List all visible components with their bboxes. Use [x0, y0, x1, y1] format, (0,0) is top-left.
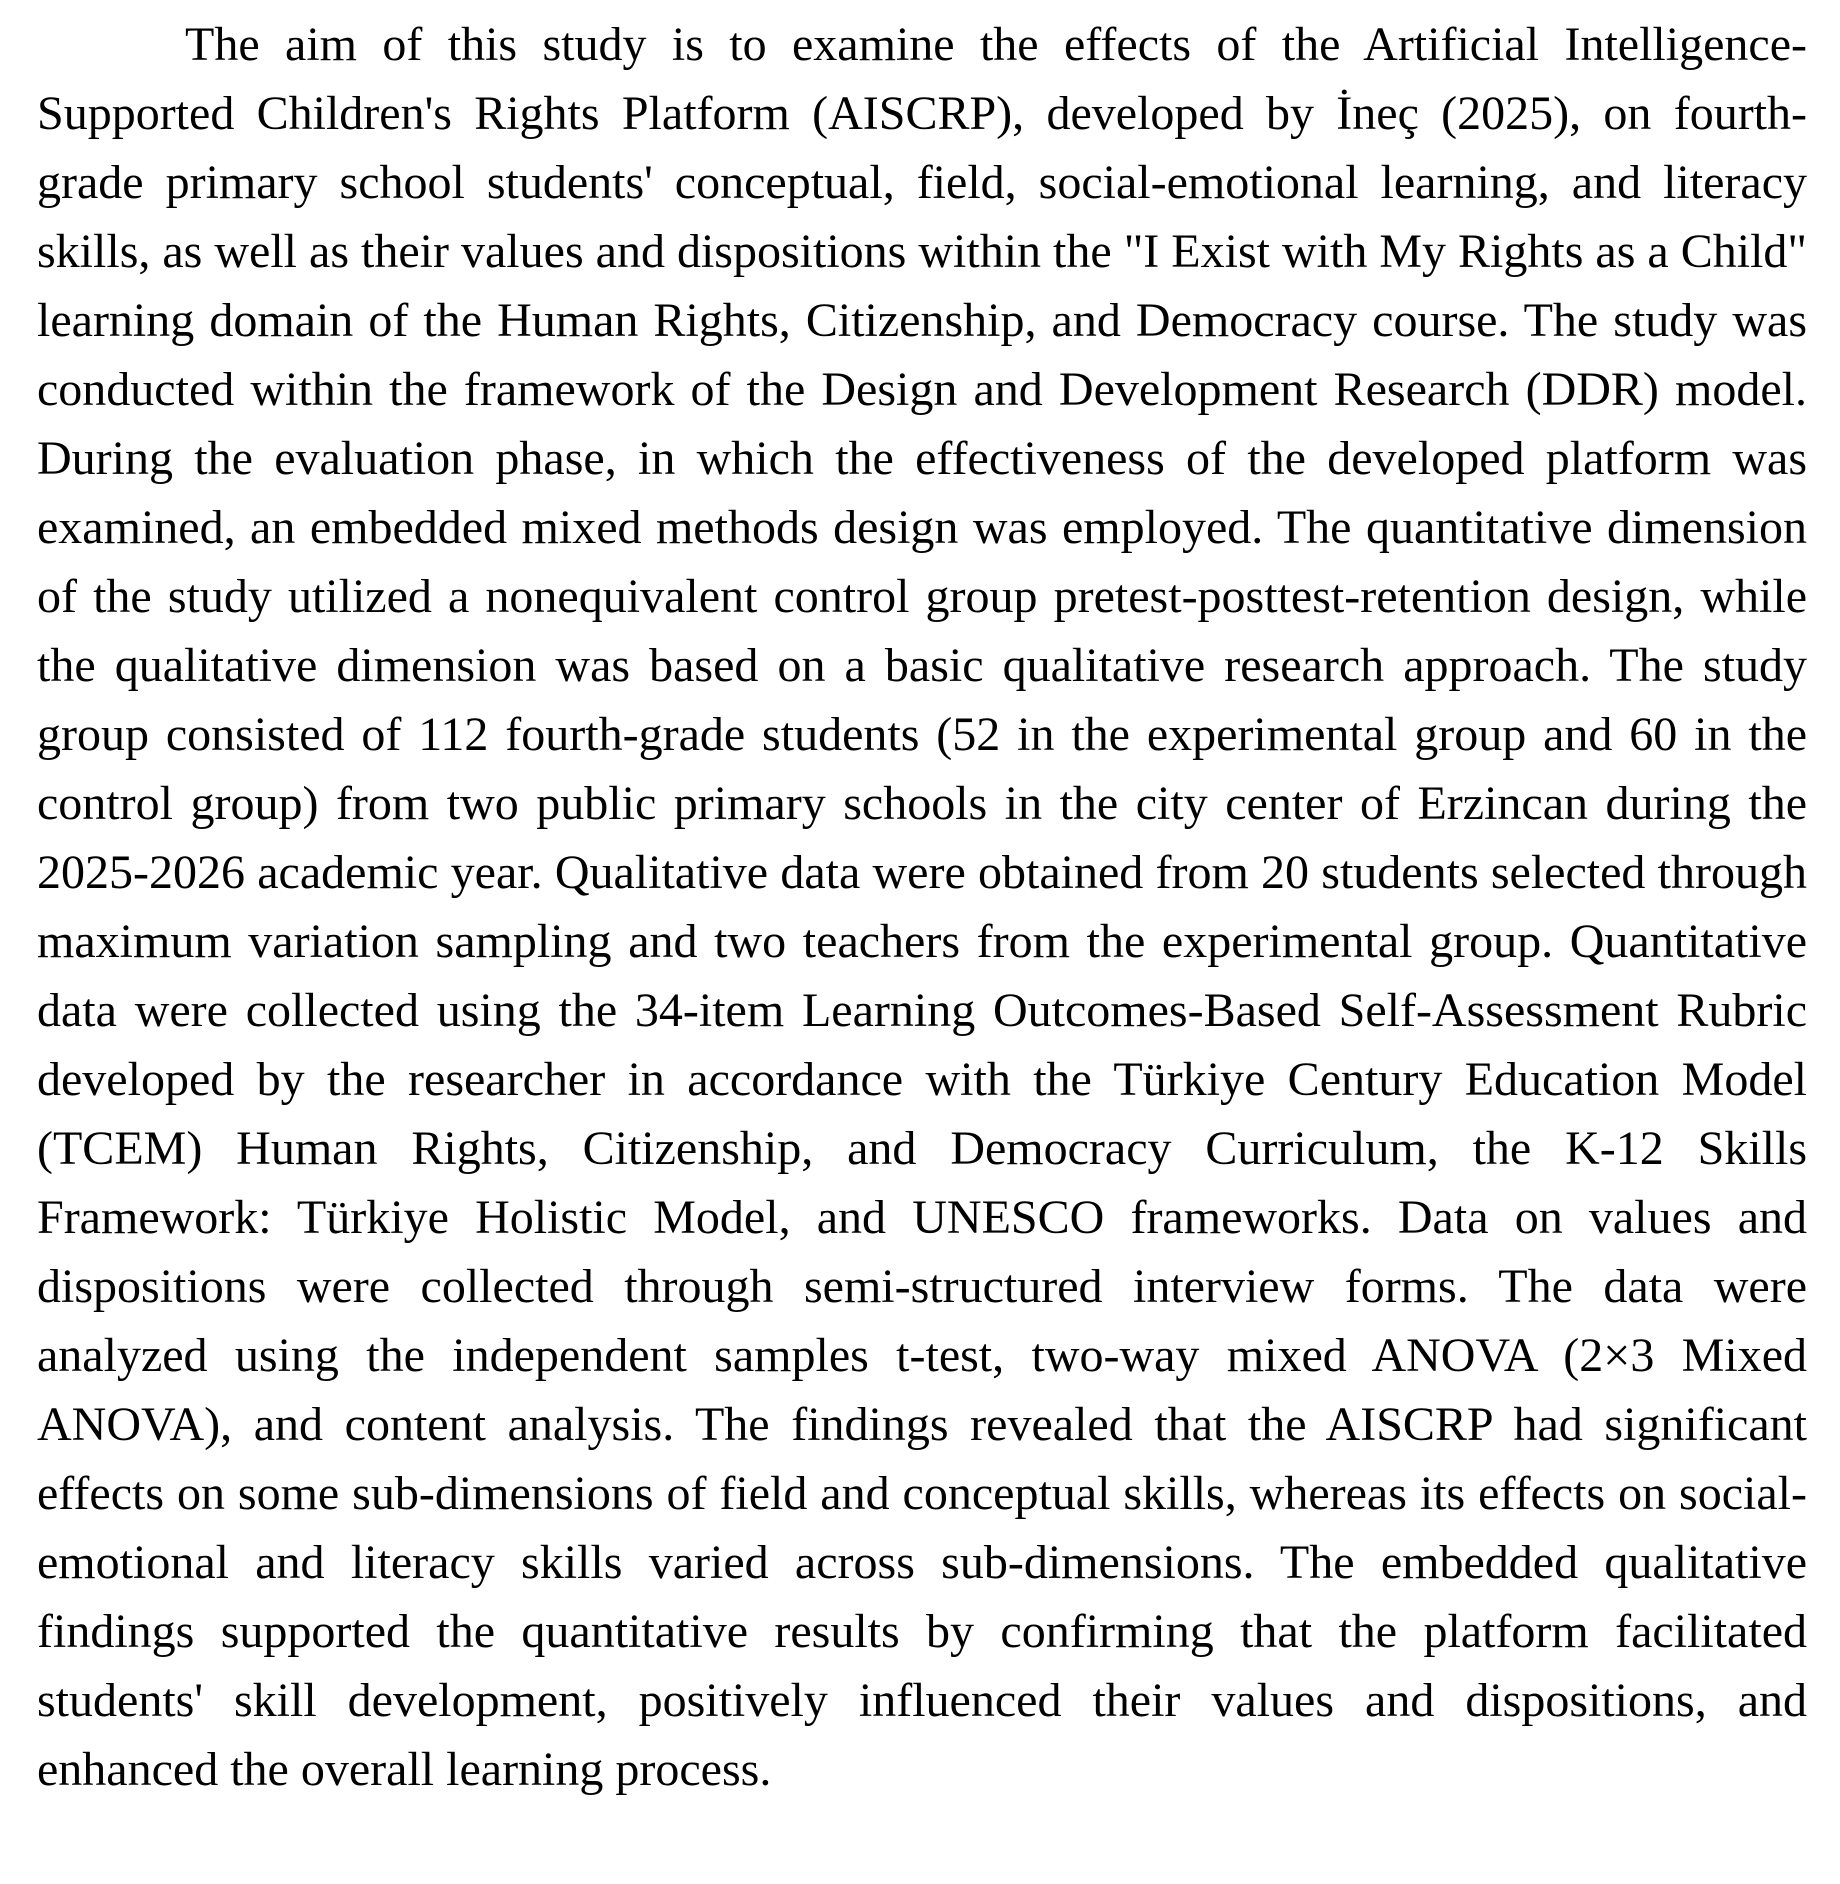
- abstract-paragraph: The aim of this study is to examine the effects of the Artificial Intelligence-Supported Children's Rights Platform (AISCRP), developed by İneç (2025), on fourth-grade primary school students' conceptual, field, social-emotional learning, and literacy skills, as well as their values and dispositions within the "I Exist with My Rights as a Child" learning domain of the Human Rights, Citizenship, and Democracy course. The study was conducted within the framework of the Design and Development Research (DDR) model. During the evaluation phase, in which the effectiveness of the developed platform was examined, an embedded mixed methods design was employed. The quantitative dimension of the study utilized a nonequivalent control group pretest-posttest-retention design, while the qualitative dimension was based on a basic qualitative research approach. The study group consisted of 112 fourth-grade students (52 in the experimental group and 60 in the control group) from two public primary schools in the city center of Erzincan during the 2025-2026 academic year. Qualitative data were obtained from 20 students selected through maximum variation sampling and two teachers from the experimental group. Quantitative data were collected using the 34-item Learning Outcomes-Based Self-Assessment Rubric developed by the researcher in accordance with the Türkiye Century Education Model (TCEM) Human Rights, Citizenship, and Democracy Curriculum, the K-12 Skills Framework: Türkiye Holistic Model, and UNESCO frameworks. Data on values and dispositions were collected through semi-structured interview forms. The data were analyzed using the independent samples t-test, two-way mixed ANOVA (2×3 Mixed ANOVA), and content analysis. The findings revealed that the AISCRP had significant effects on some sub-dimensions of field and conceptual skills, whereas its effects on social-emotional and literacy skills varied across sub-dimensions. The embedded qualitative findings supported the quantitative results by confirming that the platform facilitated students' skill development, positively influenced their values and dispositions, and enhanced the overall learning process.: [37, 18, 1807, 1796]
